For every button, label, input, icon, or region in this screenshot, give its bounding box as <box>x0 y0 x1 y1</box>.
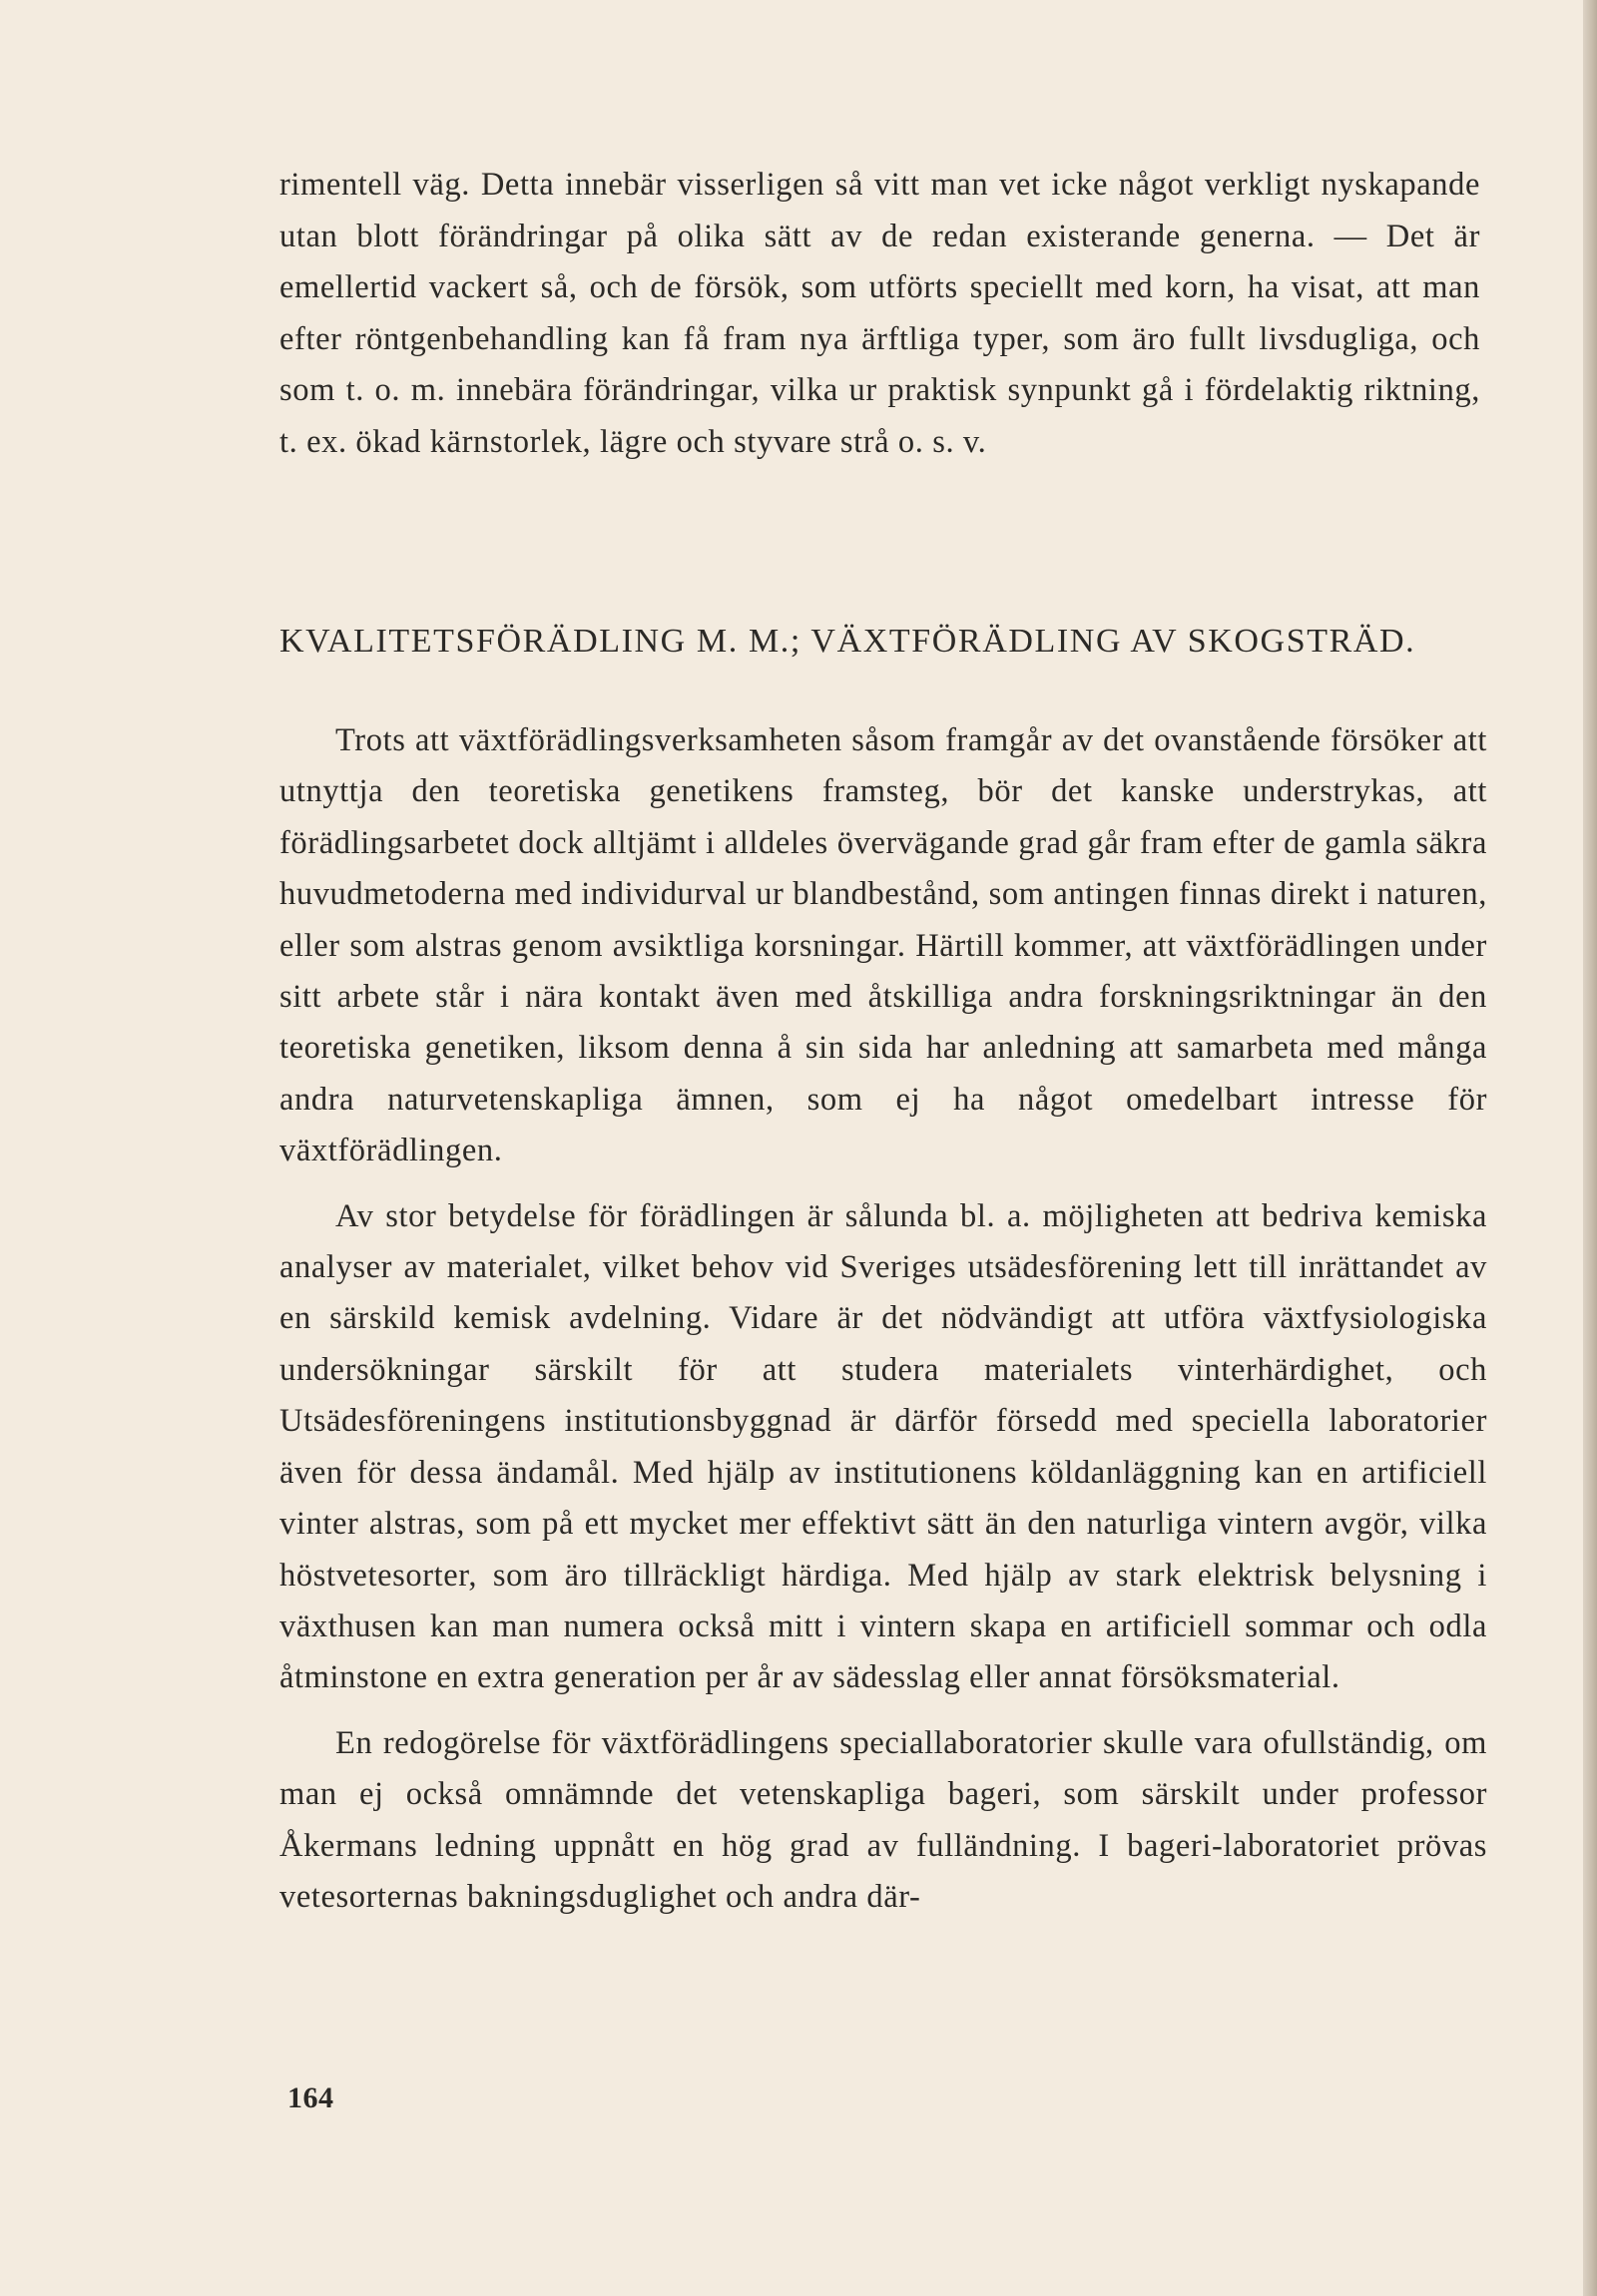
body-paragraph-2: Av stor betydelse för förädlingen är sålunda bl. a. möjligheten att bedriva kemiska analyser av materialet, vilket behov vid Sveriges utsädesförening lett till inrättandet av en särskild kemisk avdelning. Vidare är det nödvändigt att utföra växtfysiologiska undersökningar särskilt för att studera materialets vinterhärdighet, och Utsädesföreningens institutionsbyggnad är därför försedd med speciella laboratorier även för dessa ändamål. Med hjälp av institutionens köldanläggning kan en artificiell vinter alstras, som på ett mycket mer effektivt sätt än den naturliga vintern avgör, vilka höstvetesorter, som äro tillräckligt härdiga. Med hjälp av stark elektrisk belysning i växthusen kan man numera också mitt i vintern skapa en artificiell sommar och odla åtminstone en extra generation per år av sädesslag eller annat försöksmaterial. <box>279 1197 1487 1696</box>
opening-paragraph: rimentell väg. Detta innebär visserligen så vitt man vet icke något verkligt nyskapande utan blott förändringar på olika sätt av de redan existerande generna. — Det är emellertid vackert så, och de försök, som utförts speciellt med korn, ha visat, att man efter röntgenbehandling kan få fram nya ärftliga typer, som äro fullt livsdugliga, och som t. o. m. innebära förändringar, vilka ur praktisk synpunkt gå i fördelaktig riktning, t. ex. ökad kärnstorlek, lägre och styvare strå o. s. v. <box>279 167 1480 460</box>
section-body <box>279 715 1487 1923</box>
opening-paragraph-block <box>279 160 1480 468</box>
page-edge <box>1583 0 1597 2296</box>
body-paragraph-1: Trots att växtförädlingsverksamheten såsom framgår av det ovanstående försöker att utnyttja den teoretiska genetikens framsteg, bör det kanske understrykas, att förädlingsarbetet dock alltjämt i alldeles övervägande grad går fram efter de gamla säkra huvudmetoderna med individurval ur blandbestånd, som antingen finnas direkt i naturen, eller som alstras genom avsiktliga korsningar. Härtill kommer, att växtförädlingen under sitt arbete står i nära kontakt även med åtskilliga andra forskningsriktningar än den teoretiska genetiken, liksom denna å sin sida har anledning att samarbeta med många andra naturvetenskapliga ämnen, som ej ha något omedelbart intresse för växtförädlingen. <box>279 722 1487 1169</box>
body-paragraph-3: En redogörelse för växtförädlingens speciallaboratorier skulle vara ofullständig, om man ej också omnämnde det vetenskapliga bageri, som särskilt under professor Åkermans ledning uppnått en hög grad av fulländning. I bageri-laboratoriet prövas vetesorternas bakningsduglighet och andra där- <box>279 1724 1487 1915</box>
page-number: 164 <box>287 2081 334 2114</box>
section-heading: KVALITETSFÖRÄDLING M. M.; VÄXTFÖRÄDLING AV SKOGSTRÄD. <box>279 623 1416 660</box>
